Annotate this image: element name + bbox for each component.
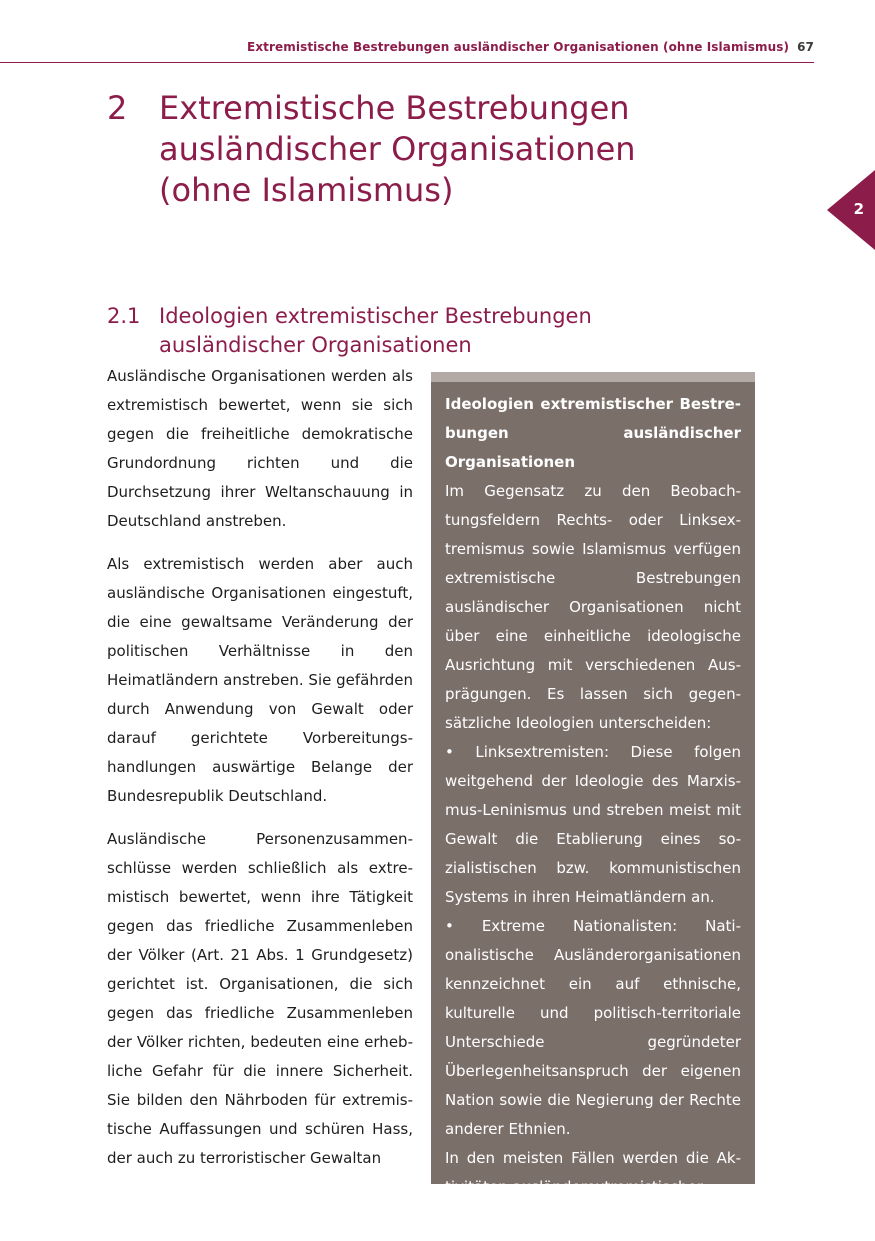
info-box-top-bar <box>431 372 755 382</box>
page-number: 67 <box>797 40 814 54</box>
info-box-intro: Im Gegensatz zu den Beobachtungsfeldern Rechts- oder Linksextremismus sowie Islamismus verfügen extremistische Bestrebungen ausländischer Organisationen nicht über eine einheitliche ideologische Ausrichtung mit verschiedenen Ausprägungen. Es lassen sich gegensätzliche Ideologien unterscheiden: <box>445 482 741 732</box>
section-number: 2.1 <box>107 304 141 328</box>
section-title: Ideologien extremistischer Bestrebungen ausländischer Organisationen <box>159 304 592 357</box>
chapter-tab <box>827 170 875 250</box>
info-box-title: Ideologien extremistischer Bestrebungen ausländischer Organisationen <box>445 395 741 471</box>
body-paragraph: Ausländische Personenzusammenschlüsse werden schließlich als extremistisch bewertet, wenn ihre Tätigkeit gegen das friedliche Zusammenleben der Völker (Art. 21 Abs. 1 Grundgesetz) gerichtet ist. Organisationen, die sich gegen das friedliche Zusammenleben der Völker richten, bedeuten eine erhebliche Gefahr für die innere Sicherheit. Sie bilden den Nährboden für extremistische Auffassungen und schüren Hass, der auch zu terroristischer Gewaltan <box>107 830 413 1167</box>
section-heading <box>107 302 727 360</box>
body-paragraph: Als extremistisch werden aber auch ausländische Organisationen eingestuft, die eine gewaltsame Veränderung der politischen Verhältnisse in den Heimatländern anstreben. Sie gefährden durch Anwendung von Gewalt oder darauf gerichtete Vorbereitungshandlungen auswärtige Belange der Bundesrepublik Deutschland. <box>107 555 413 805</box>
info-box-bullet: • Extreme Nationalisten: Nationalistische Ausländerorganisationen kennzeichnet ein auf ethnische, kulturelle und politisch-territoriale Unterschiede gegründeter Überlegenheitsanspruch der eigenen Nation sowie die Negierung der Rechte anderer Ethnien. <box>445 917 741 1138</box>
header-rule <box>0 62 814 63</box>
chapter-number: 2 <box>107 89 128 127</box>
chapter-heading <box>107 88 727 211</box>
running-title: Extremistische Bestrebungen ausländischer Organisationen (ohne Islamismus) <box>247 40 790 54</box>
info-box-bullet: • Linksextremisten: Diese folgen weitgehend der Ideologie des Marxismus-Leninismus und streben meist mit Gewalt die Etablierung eines sozialistischen bzw. kommunistischen Systems in ihren Heimatländern an. <box>445 743 741 906</box>
chapter-tab-label: 2 <box>853 200 864 218</box>
info-box-content <box>445 390 741 1202</box>
info-box <box>431 372 755 1196</box>
body-paragraph: Ausländische Organisationen werden als extremistisch bewertet, wenn sie sich gegen die freiheitliche demokratische Grundordnung richten und die Durchsetzung ihrer Weltanschauung in Deutschland anstreben. <box>107 367 413 530</box>
chapter-title: Extremistische Bestrebungen ausländischer Organisationen (ohne Islamismus) <box>159 89 636 209</box>
running-header <box>0 40 814 54</box>
chapter-tab-shape <box>827 170 875 250</box>
body-column <box>107 362 413 1187</box>
info-box-outro: In den meisten Fällen werden die Aktivitäten ausländerextremistischer <box>445 1149 741 1196</box>
